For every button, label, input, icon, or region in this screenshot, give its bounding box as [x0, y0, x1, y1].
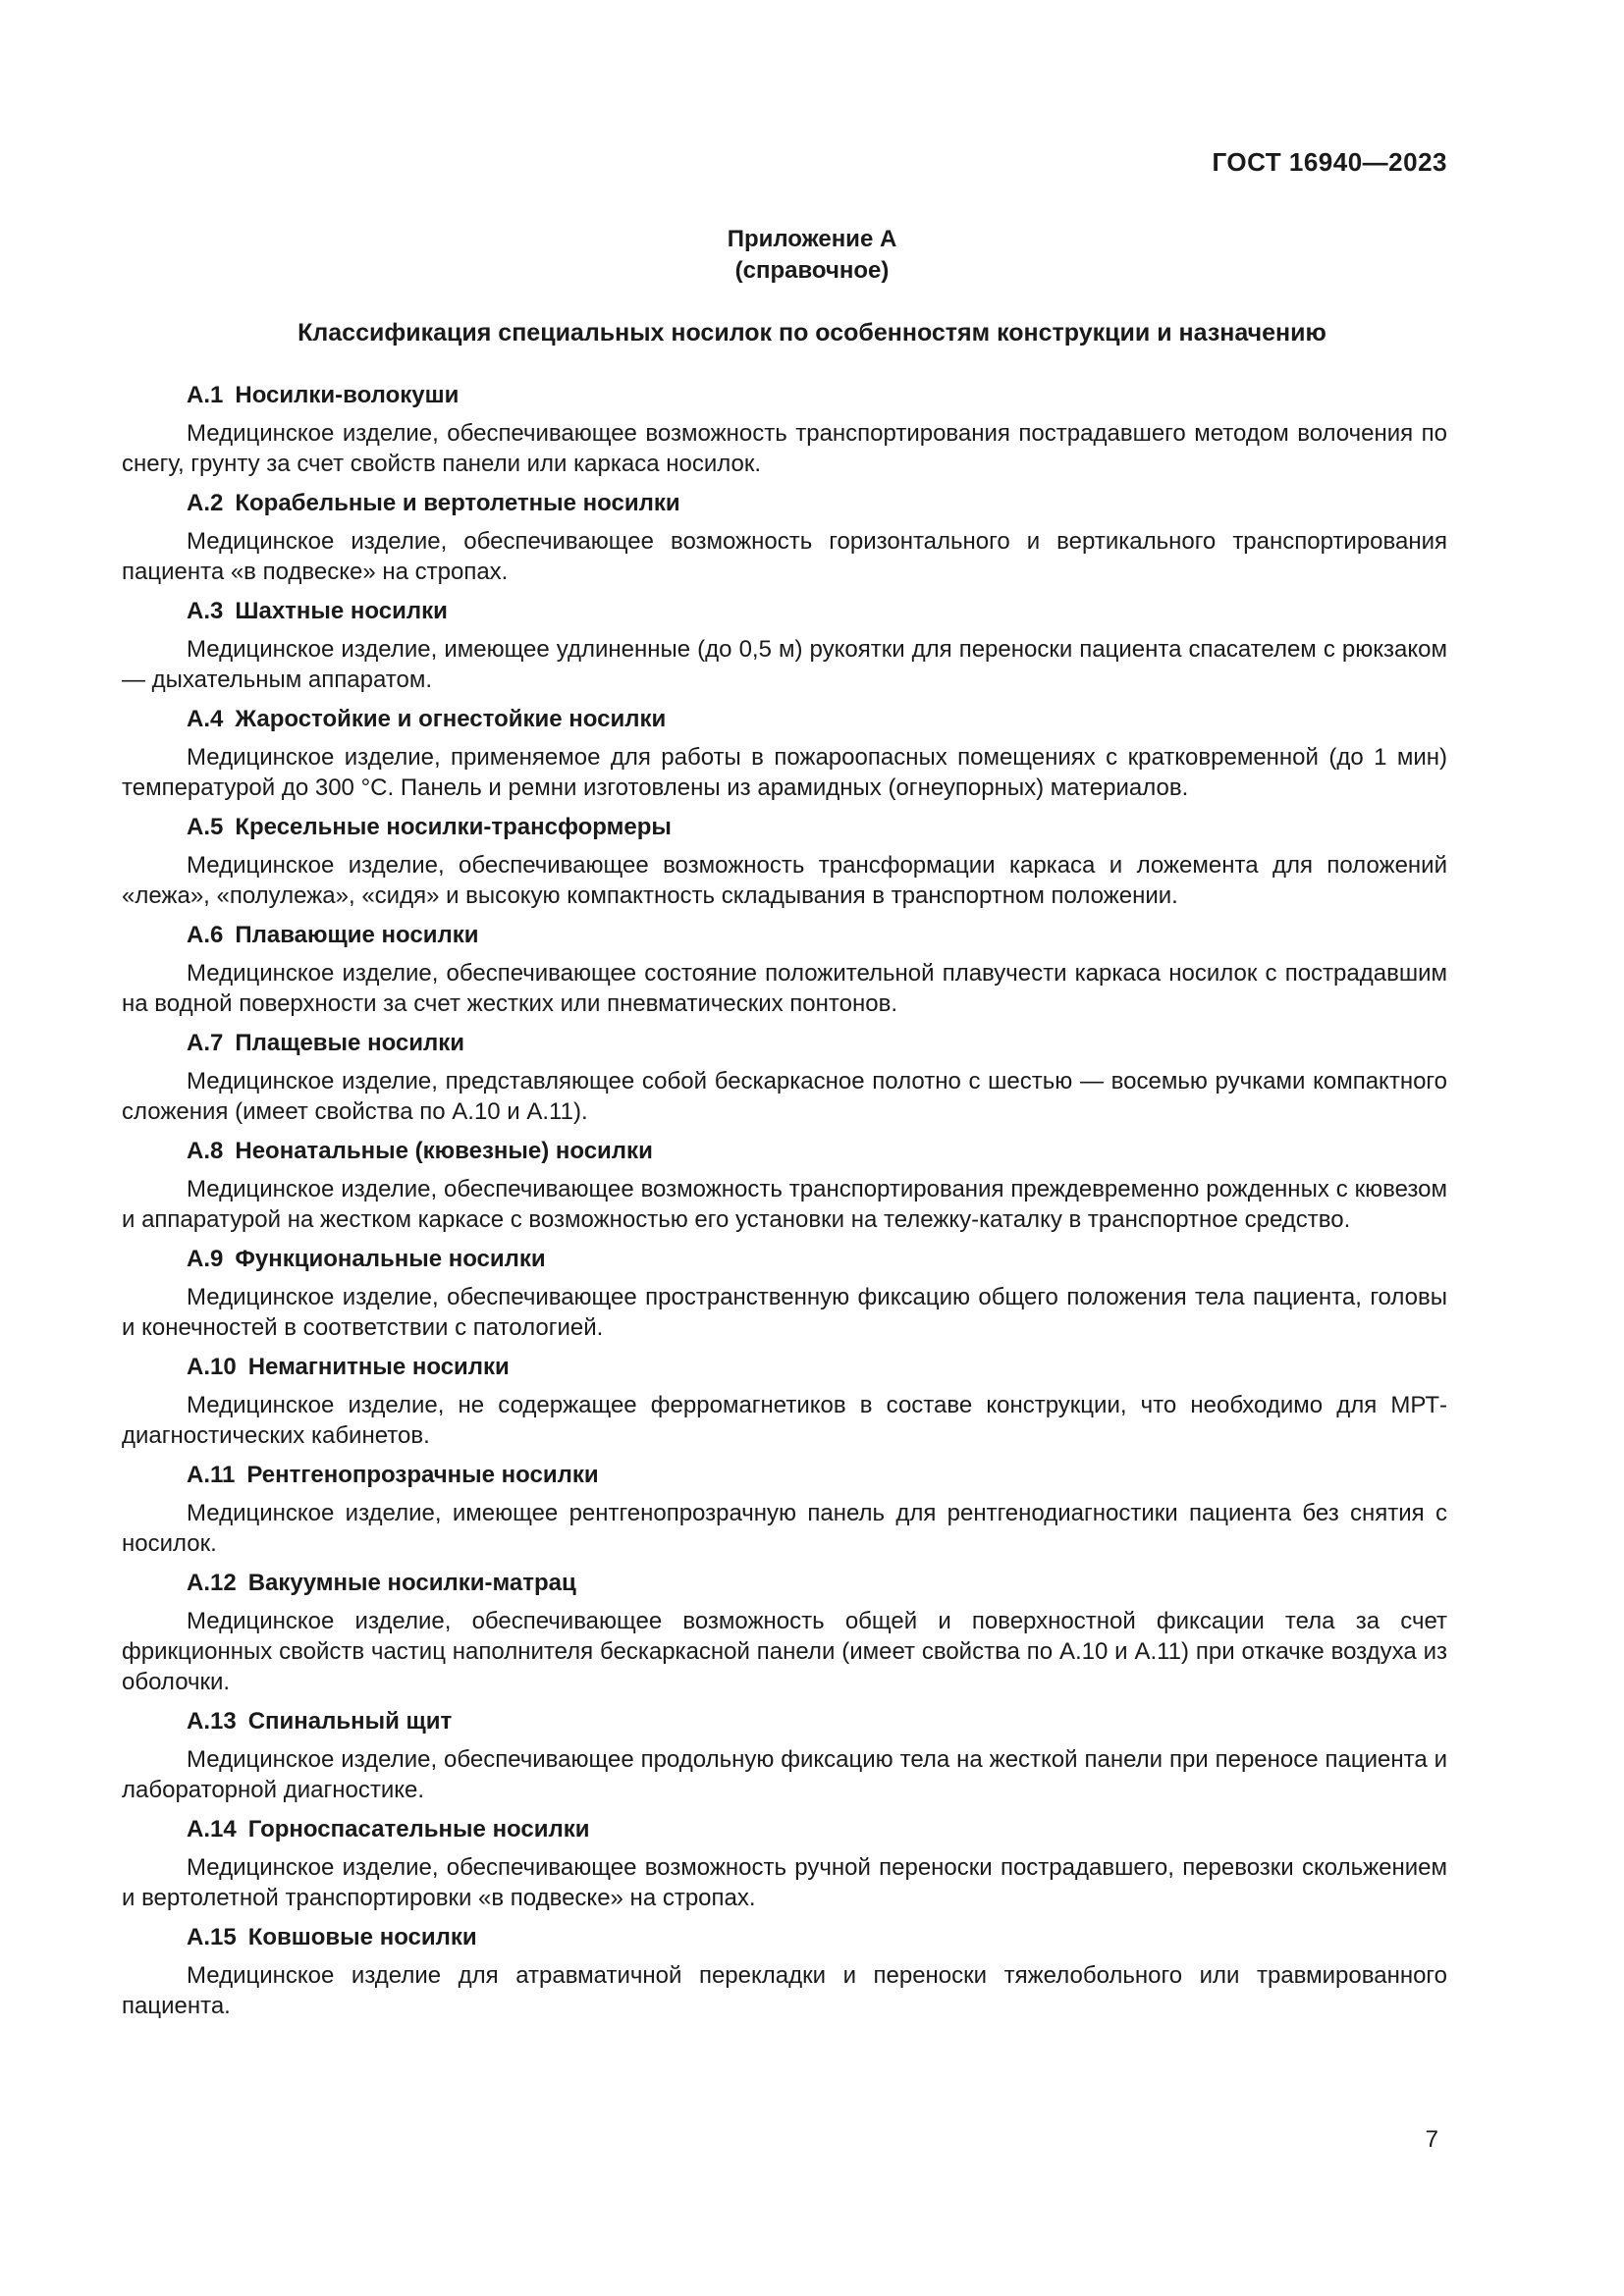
section-heading: [187, 1352, 1447, 1383]
section-heading: [187, 1244, 1447, 1275]
section-heading: [187, 1136, 1447, 1167]
section-number: А.1: [187, 382, 224, 408]
section-body: Медицинское изделие, обеспечивающее возможность транспортирования преждевременно рожденных с кювезом и аппаратурой на жестком каркасе с возможностью его установки на тележку-каталку в транспортное средство.: [122, 1176, 1447, 1233]
section-body: Медицинское изделие, обеспечивающее возможность ручной переноски пострадавшего, перевозки скольжением и вертолетной транспортировки «в подвеске» на стропах.: [122, 1854, 1447, 1911]
section-heading: [187, 1028, 1447, 1059]
section-body: Медицинское изделие, обеспечивающее возможность транспортирования пострадавшего методом волочения по снегу, грунту за счет свойств панели или каркаса носилок.: [122, 420, 1447, 477]
section-body: Медицинское изделие, имеющее удлиненные (до 0,5 м) рукоятки для переноски пациента спасателем с рюкзаком — дыхательным аппаратом.: [122, 636, 1447, 693]
section-title: Плащевые носилки: [235, 1030, 465, 1056]
section-5: [122, 812, 1447, 911]
section-title: Вакуумные носилки-матрац: [247, 1570, 576, 1596]
sections-list: [122, 380, 1447, 2030]
section-heading: [187, 596, 1447, 627]
section-1: [122, 380, 1447, 479]
section-number: А.5: [187, 814, 224, 840]
page-number: 7: [1425, 2126, 1438, 2153]
section-number: А.6: [187, 922, 224, 948]
section-number: А.12: [187, 1570, 237, 1596]
section-heading: [187, 812, 1447, 843]
section-11: [122, 1460, 1447, 1559]
section-title: Кресельные носилки-трансформеры: [235, 814, 672, 840]
section-4: [122, 704, 1447, 803]
section-title: Функциональные носилки: [235, 1246, 546, 1272]
section-title: Шахтные носилки: [235, 598, 448, 624]
section-title: Неонатальные (кювезные) носилки: [235, 1138, 653, 1164]
section-number: А.10: [187, 1354, 237, 1380]
section-number: А.8: [187, 1138, 224, 1164]
section-body: Медицинское изделие, имеющее рентгенопрозрачную панель для рентгенодиагностики пациента без снятия с носилок.: [122, 1500, 1447, 1557]
document-title: Классификация специальных носилок по особенностям конструкции и назначению: [298, 319, 1326, 347]
section-title: Плавающие носилки: [235, 922, 479, 948]
section-heading: [187, 488, 1447, 519]
section-title: Рентгенопрозрачные носилки: [246, 1462, 599, 1488]
section-6: [122, 920, 1447, 1019]
section-body: Медицинское изделие, применяемое для работы в пожароопасных помещениях с кратковременной (до 1 мин) температурой до 300 °С. Панель и ремни изготовлены из арамидных (огнеупорных) материалов.: [122, 744, 1447, 801]
section-title: Корабельные и вертолетные носилки: [235, 490, 680, 516]
section-13: [122, 1706, 1447, 1805]
section-title: Горноспасательные носилки: [247, 1816, 590, 1842]
section-number: А.14: [187, 1816, 237, 1842]
document-number: ГОСТ 16940—2023: [1212, 147, 1447, 177]
section-number: А.11: [187, 1462, 236, 1488]
section-heading: [187, 1568, 1447, 1599]
section-title: Ковшовые носилки: [247, 1924, 477, 1950]
section-heading: [187, 380, 1447, 411]
annex-title: Приложение А: [727, 226, 897, 252]
section-heading: [187, 1922, 1447, 1953]
section-7: [122, 1028, 1447, 1127]
section-number: А.13: [187, 1708, 237, 1735]
section-heading: [187, 1460, 1447, 1491]
section-body: Медицинское изделие, не содержащее ферромагнетиков в составе конструкции, что необходимо для МРТ-диагностических кабинетов.: [122, 1392, 1447, 1449]
section-title: Носилки-волокуши: [235, 382, 460, 408]
section-body: Медицинское изделие, обеспечивающее пространственную фиксацию общего положения тела пациента, головы и конечностей в соответствии с патологией.: [122, 1284, 1447, 1341]
section-body: Медицинское изделие для атравматичной перекладки и переноски тяжелобольного или травмированного пациента.: [122, 1962, 1447, 2019]
section-9: [122, 1244, 1447, 1343]
section-2: [122, 488, 1447, 587]
section-body: Медицинское изделие, обеспечивающее состояние положительной плавучести каркаса носилок с пострадавшим на водной поверхности за счет жестких или пневматических понтонов.: [122, 960, 1447, 1017]
section-body: Медицинское изделие, обеспечивающее возможность горизонтального и вертикального транспортирования пациента «в подвеске» на стропах.: [122, 528, 1447, 585]
section-title: Немагнитные носилки: [247, 1354, 510, 1380]
section-number: А.2: [187, 490, 224, 516]
section-8: [122, 1136, 1447, 1235]
section-heading: [187, 920, 1447, 951]
section-body: Медицинское изделие, представляющее собой бескаркасное полотно с шестью — восемью ручками компактного сложения (имеет свойства по А.10 и А.11).: [122, 1068, 1447, 1125]
section-10: [122, 1352, 1447, 1451]
section-body: Медицинское изделие, обеспечивающее возможность общей и поверхностной фиксации тела за счет фрикционных свойств частиц наполнителя бескаркасной панели (имеет свойства по А.10 и А.11) при откачке воздуха из оболочки.: [122, 1608, 1447, 1695]
section-number: А.3: [187, 598, 224, 624]
section-number: А.15: [187, 1924, 237, 1950]
section-heading: [187, 1706, 1447, 1737]
annex-type: (справочное): [734, 257, 890, 284]
section-15: [122, 1922, 1447, 2021]
section-12: [122, 1568, 1447, 1697]
section-body: Медицинское изделие, обеспечивающее возможность трансформации каркаса и ложемента для положений «лежа», «полулежа», «сидя» и высокую компактность складывания в транспортном положении.: [122, 852, 1447, 909]
section-14: [122, 1814, 1447, 1913]
section-body: Медицинское изделие, обеспечивающее продольную фиксацию тела на жесткой панели при переносе пациента и лабораторной диагностике.: [122, 1746, 1447, 1803]
section-title: Жаростойкие и огнестойкие носилки: [235, 706, 667, 732]
annex-heading: [0, 224, 1624, 287]
section-heading: [187, 704, 1447, 735]
section-3: [122, 596, 1447, 695]
section-number: А.7: [187, 1030, 224, 1056]
section-title: Спинальный щит: [247, 1708, 453, 1735]
section-number: А.9: [187, 1246, 224, 1272]
section-heading: [187, 1814, 1447, 1845]
section-number: А.4: [187, 706, 224, 732]
